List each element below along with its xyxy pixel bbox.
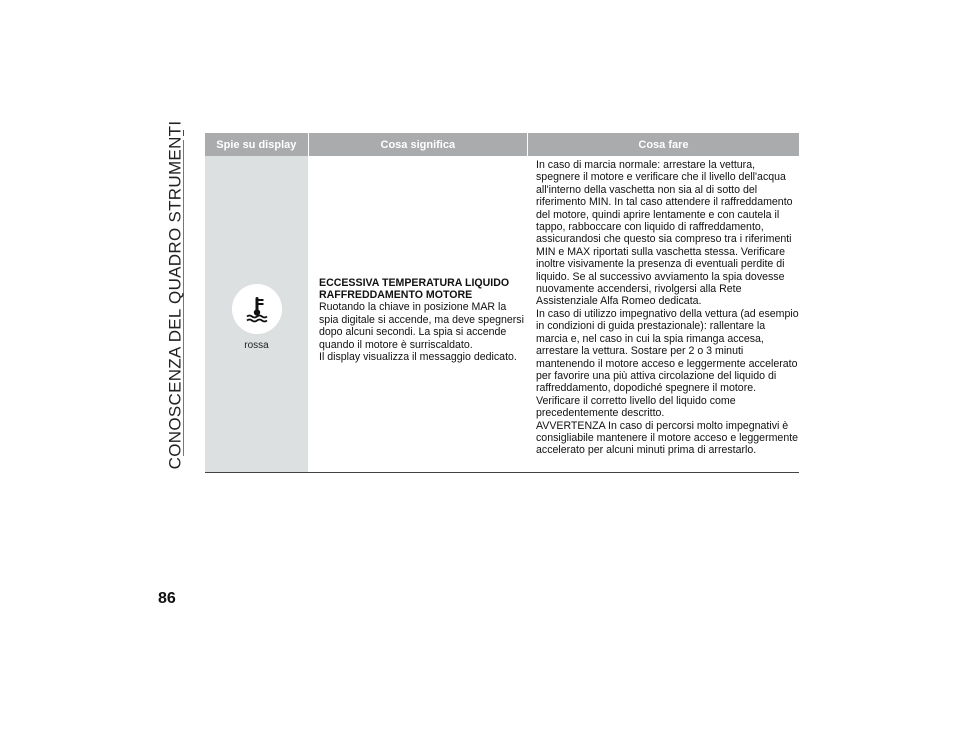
action-paragraph: In caso di utilizzo impegnativo della vettura (ad esempio in condizioni di guida prestazionale): rallentare la marcia e, nel caso in cui la spia rimanga accesa, arrestare la vettura. Sostare per 2 o 3 minuti mantenendo il motore acceso e leggermente accelerato per favorire una più attiva circolazione del liquido di raffreddamento, dopodiché spegnere il motore. Verificare il corretto livello del liquido come precedentemente descritto. [536,307,799,420]
page-number: 86 [158,590,176,607]
header-significa: Cosa significa [308,133,527,156]
warning-lights-table [205,133,799,473]
table-bottom-rule [205,472,799,473]
section-title [160,120,190,470]
action-cell [527,156,799,472]
action-paragraph: AVVERTENZA In caso di percorsi molto impegnativi è consigliabile mantenere il motore acceso e leggermente accelerato per alcuni minuti prima di arrestarlo. [536,419,799,457]
header-spie: Spie su display [216,138,297,151]
meaning-paragraph: Ruotando la chiave in posizione MAR la spia digitale si accende, ma deve spegnersi dopo alcuni secondi. La spia si accende quando il motore è surriscaldato. [319,301,524,351]
action-paragraph: In caso di marcia normale: arrestare la vettura, spegnere il motore e verificare che il livello dell'acqua all'interno della vaschetta non sia al di sotto del riferimento MIN. In tal caso attendere il raffreddamento del motore, quindi aprire lentamente e con cautela il tappo, rabboccare con liquido di raffreddamento, assicurandosi che questo sia compreso tra i riferimenti MIN e MAX riportati sulla vaschetta stessa. Verificare inoltre visivamente la presenza di eventuali perdite di liquido. Se al successivo avviamento la spia dovesse nuovamente accendersi, rivolgersi alla Rete Assistenziale Alfa Romeo dedicata. [536,159,793,308]
header-fare: Cosa fare [527,133,799,156]
table-row [205,156,799,472]
icon-color-label: rossa [244,339,269,351]
warning-title: ECCESSIVA TEMPERATURA LIQUIDO RAFFREDDAMENTO MOTORE [319,276,510,301]
icon-cell [205,156,308,472]
meaning-cell [308,156,527,472]
engine-coolant-temperature-icon [232,284,282,334]
section-title-text: CONOSCENZA DEL QUADRO STRUMENTI [165,120,185,470]
meaning-paragraph: Il display visualizza il messaggio dedicato. [319,351,517,364]
table-header [205,133,799,156]
